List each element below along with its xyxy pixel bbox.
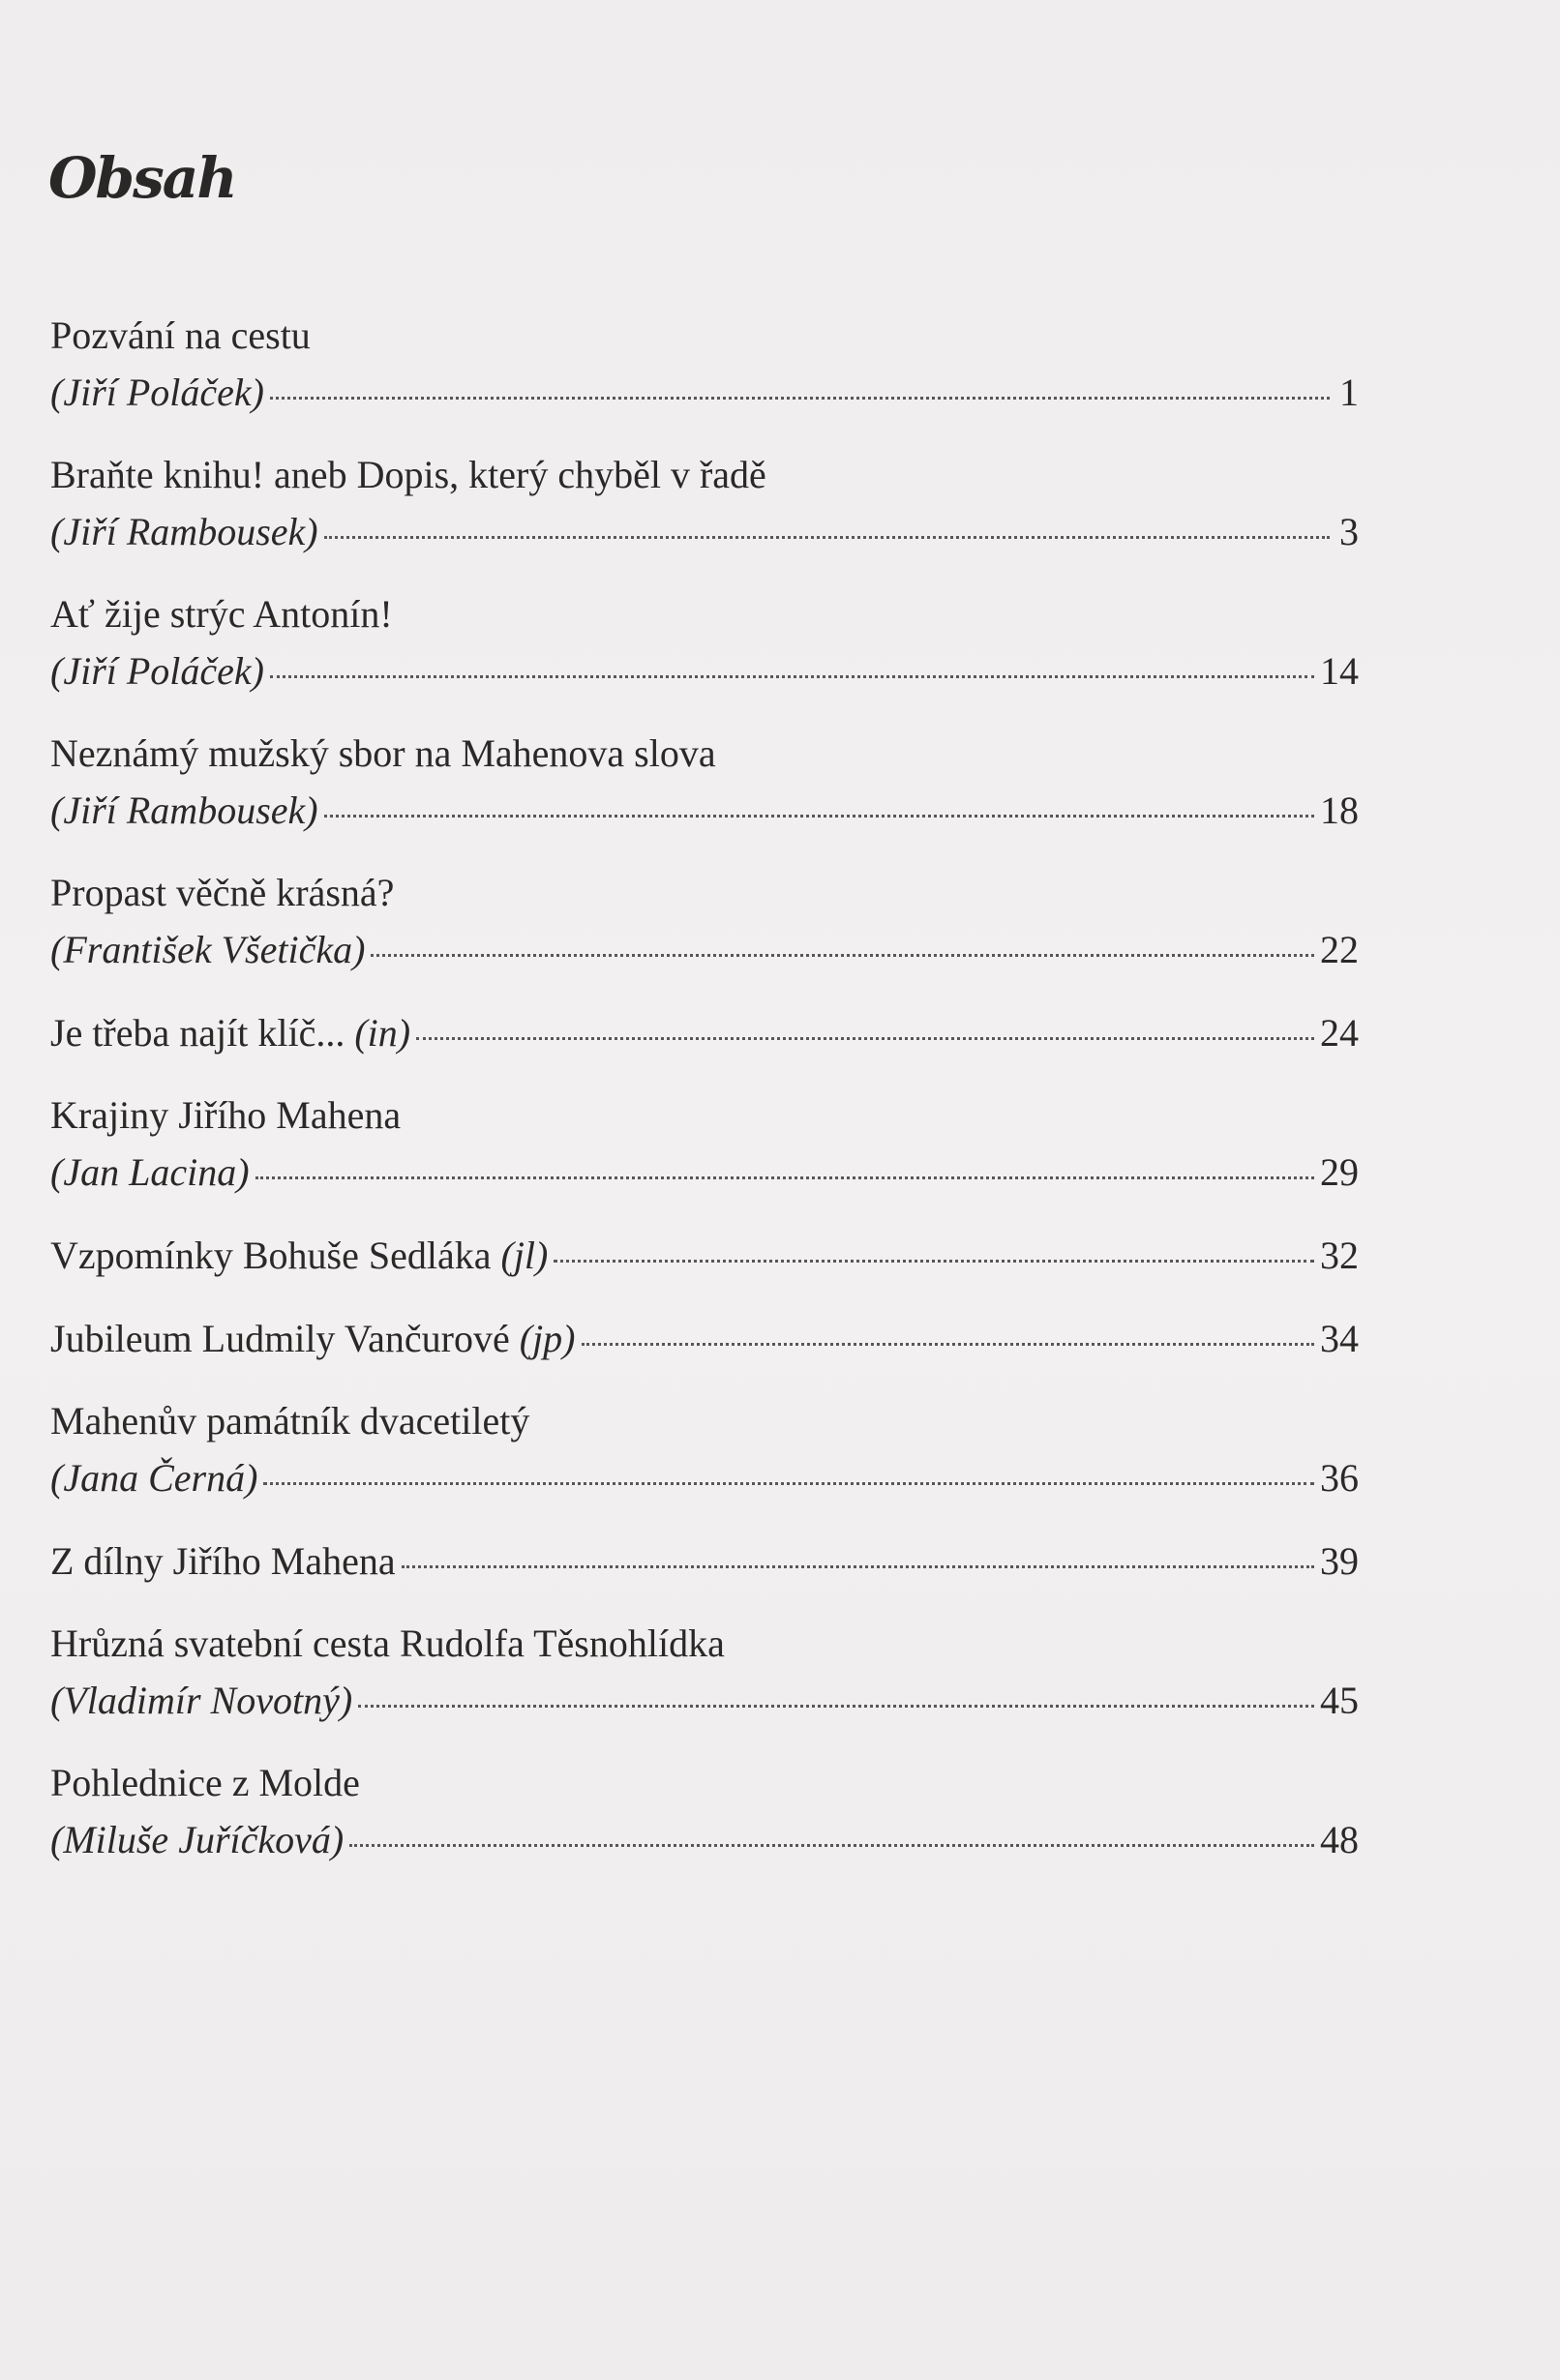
toc-entry-title-line	[50, 1087, 1359, 1144]
toc-entry-title: Mahenův památník dvacetiletý	[50, 1399, 530, 1443]
toc-entry-title: Braňte knihu! aneb Dopis, který chyběl v řadě	[50, 453, 766, 496]
toc-entry-title: Ať žije strýc Antonín!	[50, 592, 393, 636]
toc-entry	[50, 1532, 1359, 1591]
dot-leader	[402, 1564, 1314, 1568]
toc-entry-author-line	[50, 364, 1359, 422]
toc-entry	[50, 1004, 1359, 1062]
toc-entry-author: (Jana Černá)	[50, 1456, 258, 1500]
toc-entry-page: 1	[1339, 371, 1359, 414]
toc-entry-title-line	[50, 1393, 1359, 1449]
toc-entry-title: Jubileum Ludmily Vančurové	[50, 1317, 510, 1360]
table-of-contents	[50, 308, 1359, 1869]
toc-entry-author: (Jiří Rambousek)	[50, 788, 318, 832]
dot-leader	[263, 1481, 1314, 1485]
toc-entry	[50, 308, 1359, 422]
spacer	[50, 1591, 1359, 1616]
toc-entry-author-line	[50, 503, 1359, 561]
toc-entry-author: (Miluše Juříčková)	[50, 1818, 345, 1861]
toc-entry-author: (jl)	[500, 1234, 549, 1277]
dot-leader	[270, 396, 1330, 400]
toc-entry-author-line	[50, 782, 1359, 840]
spacer	[50, 979, 1359, 1004]
dot-leader	[270, 674, 1314, 678]
toc-entry-page: 14	[1320, 649, 1359, 693]
toc-entry-author-line	[50, 642, 1359, 700]
toc-entry-title: Vzpomínky Bohuše Sedláka	[50, 1234, 492, 1277]
spacer	[50, 422, 1359, 447]
toc-entry-author-line	[50, 1672, 1359, 1730]
toc-entry-title: Pohlednice z Molde	[50, 1761, 360, 1804]
dot-leader	[582, 1342, 1314, 1346]
toc-entry-author-line	[50, 1811, 1359, 1869]
toc-entry-single-line	[50, 1310, 1359, 1368]
spacer	[50, 700, 1359, 726]
dot-leader	[324, 535, 1330, 539]
toc-entry-author-line	[50, 1144, 1359, 1202]
toc-entry-title-line	[50, 726, 1359, 782]
toc-entry-title: Z dílny Jiřího Mahena	[50, 1539, 396, 1583]
toc-entry-page: 29	[1320, 1150, 1359, 1194]
toc-entry	[50, 865, 1359, 979]
toc-entry-title: Propast věčně krásná?	[50, 871, 395, 914]
spacer	[50, 1368, 1359, 1393]
spacer	[50, 561, 1359, 586]
toc-entry	[50, 1310, 1359, 1368]
toc-entry-page: 39	[1320, 1539, 1359, 1583]
toc-entry-author: (Vladimír Novotný)	[50, 1679, 353, 1722]
dot-leader	[371, 953, 1314, 957]
toc-entry-author-line	[50, 921, 1359, 979]
toc-entry-single-line	[50, 1532, 1359, 1591]
toc-entry	[50, 1616, 1359, 1730]
toc-entry-page: 24	[1320, 1011, 1359, 1055]
dot-leader	[324, 814, 1314, 818]
spacer	[50, 1730, 1359, 1755]
toc-entry-title-line	[50, 865, 1359, 921]
toc-entry-single-line	[50, 1004, 1359, 1062]
toc-entry	[50, 1755, 1359, 1869]
toc-entry-title-line	[50, 1616, 1359, 1672]
toc-entry-title: Pozvání na cestu	[50, 313, 311, 357]
spacer	[50, 840, 1359, 865]
toc-entry-single-line	[50, 1227, 1359, 1285]
toc-entry-author: (Jiří Poláček)	[50, 371, 264, 414]
toc-entry-author: (František Všetička)	[50, 928, 366, 971]
toc-entry-page: 48	[1320, 1818, 1359, 1861]
toc-entry-page: 3	[1339, 510, 1359, 553]
toc-entry-page: 34	[1320, 1317, 1359, 1360]
toc-entry-author-line	[50, 1449, 1359, 1507]
toc-entry-page: 22	[1320, 928, 1359, 971]
dot-leader	[554, 1259, 1314, 1263]
spacer	[50, 1062, 1359, 1087]
spacer	[50, 1285, 1359, 1310]
toc-entry-page: 18	[1320, 788, 1359, 832]
dot-leader	[255, 1175, 1314, 1179]
spacer	[50, 1507, 1359, 1532]
toc-entry	[50, 1227, 1359, 1285]
toc-entry	[50, 447, 1359, 561]
toc-entry-title: Krajiny Jiřího Mahena	[50, 1093, 402, 1137]
toc-entry	[50, 1393, 1359, 1507]
toc-entry-title-line	[50, 586, 1359, 642]
toc-entry-page: 32	[1320, 1234, 1359, 1277]
toc-entry-title-line	[50, 447, 1359, 503]
dot-leader	[349, 1843, 1314, 1847]
toc-entry	[50, 726, 1359, 840]
toc-entry-title-line	[50, 1755, 1359, 1811]
toc-entry-author: (in)	[354, 1011, 411, 1055]
toc-entry-title: Hrůzná svatební cesta Rudolfa Těsnohlídka	[50, 1621, 725, 1665]
toc-entry-title: Je třeba najít klíč...	[50, 1011, 345, 1055]
toc-entry	[50, 586, 1359, 700]
toc-entry-author: (Jan Lacina)	[50, 1150, 250, 1194]
spacer	[50, 1202, 1359, 1227]
toc-entry	[50, 1087, 1359, 1202]
toc-entry-title: Neznámý mužský sbor na Mahenova slova	[50, 731, 716, 775]
toc-entry-title-line	[50, 308, 1359, 364]
toc-entry-author: (Jiří Poláček)	[50, 649, 264, 693]
toc-entry-author: (jp)	[519, 1317, 576, 1360]
dot-leader	[358, 1704, 1314, 1708]
dot-leader	[416, 1036, 1314, 1040]
toc-entry-author: (Jiří Rambousek)	[50, 510, 318, 553]
toc-entry-page: 36	[1320, 1456, 1359, 1500]
toc-entry-page: 45	[1320, 1679, 1359, 1722]
page-heading: Obsah	[48, 145, 236, 211]
